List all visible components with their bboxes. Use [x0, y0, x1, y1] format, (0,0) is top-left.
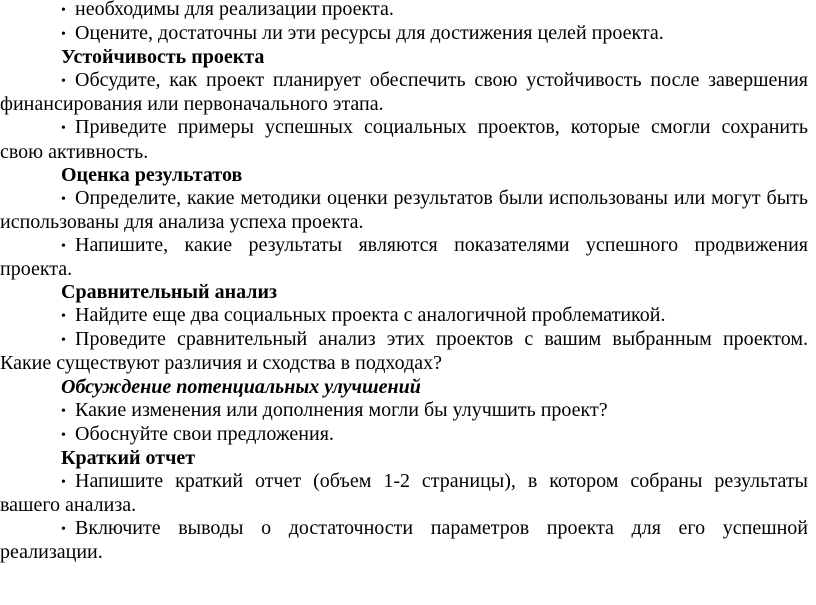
- bullet-item: [0, 116, 808, 163]
- bullet-icon: •: [61, 309, 66, 325]
- bullet-text: Оцените, достаточны ли эти ресурсы для достижения целей проекта.: [75, 22, 664, 45]
- bullet-text: Проведите сравнительный анализ этих проектов с вашим выбранным проектом. Какие существуют различия и сходства в подходах?: [0, 328, 808, 375]
- bullet-text: Найдите еще два социальных проекта с аналогичной проблематикой.: [75, 304, 666, 327]
- bullet-text: Напишите краткий отчет (объем 1-2 страницы), в котором собраны результаты вашего анализа.: [0, 469, 808, 516]
- bullet-item: [0, 517, 808, 564]
- bullet-item: [0, 22, 808, 46]
- bullet-item: [0, 470, 808, 517]
- section-heading-report: Краткий отчет: [61, 446, 196, 469]
- bullet-icon: •: [61, 522, 66, 538]
- bullet-item: [0, 423, 808, 447]
- bullet-text: Напишите, какие результаты являются показателями успешного продвижения проекта.: [0, 233, 808, 281]
- bullet-text: Определите, какие методики оценки результатов были использованы или могут быть использованы для анализа успеха проекта.: [0, 186, 808, 233]
- bullet-icon: •: [61, 403, 66, 419]
- bullet-icon: •: [61, 474, 66, 490]
- bullet-icon: •: [61, 121, 66, 137]
- bullet-icon: •: [61, 333, 66, 349]
- bullet-item: [0, 399, 808, 423]
- bullet-icon: •: [61, 427, 66, 443]
- bullet-text: Включите выводы о достаточности параметров проекта для его успешной реализации.: [0, 517, 808, 564]
- bullet-item: [0, 187, 808, 234]
- bullet-text: Какие изменения или дополнения могли бы улучшить проект?: [75, 398, 608, 421]
- bullet-item: [0, 0, 808, 22]
- bullet-item: [0, 69, 808, 116]
- bullet-icon: •: [61, 191, 66, 207]
- bullet-icon: •: [61, 27, 66, 43]
- bullet-item: [0, 328, 808, 375]
- section-heading-comparative: Сравнительный анализ: [61, 281, 278, 304]
- section-heading-improvements: Обсуждение потенциальных улучшений: [61, 375, 421, 398]
- bullet-icon: •: [61, 238, 66, 254]
- bullet-icon: •: [61, 74, 66, 90]
- bullet-text: Обоснуйте свои предложения.: [75, 422, 334, 445]
- bullet-item: [0, 234, 808, 281]
- section-heading-results: Оценка результатов: [61, 163, 243, 186]
- bullet-text: Обсудите, как проект планирует обеспечить свою устойчивость после завершения финансирования или первоначального этапа.: [0, 69, 808, 116]
- bullet-item: [0, 304, 808, 328]
- bullet-text: Приведите примеры успешных социальных проектов, которые смогли сохранить свою активность.: [0, 116, 808, 163]
- section-heading-sustainability: Устойчивость проекта: [61, 46, 265, 69]
- bullet-text: необходимы для реализации проекта.: [75, 0, 394, 20]
- bullet-icon: •: [61, 3, 66, 18]
